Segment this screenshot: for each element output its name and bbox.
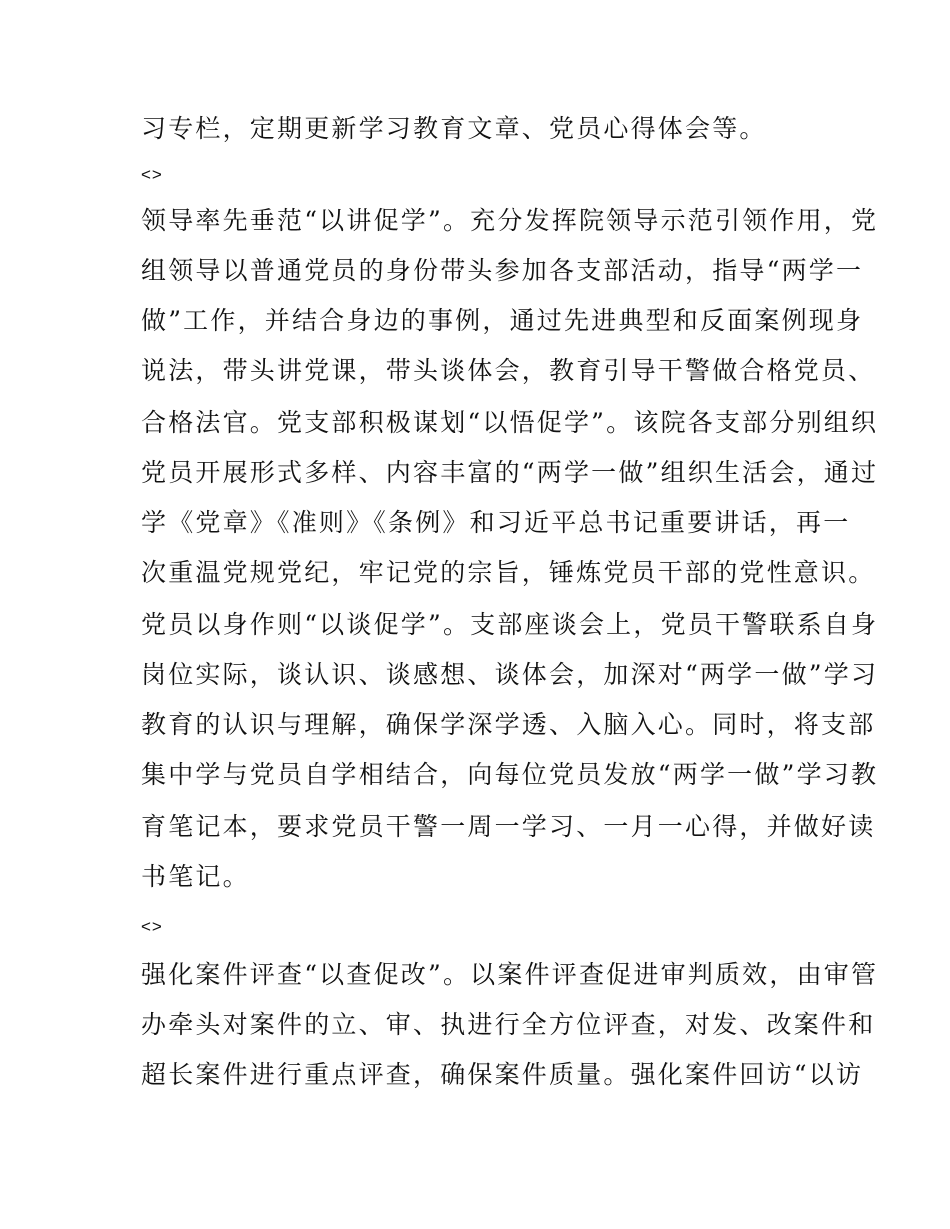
paragraph-line: 习专栏，定期更新学习教育文章、党员心得体会等。	[141, 114, 767, 143]
paragraph-line: 领导率先垂范“以讲促学”。充分发挥院领导示范引领作用，党	[141, 206, 879, 235]
paragraph-line: 强化案件评查“以查促改”。以案件评查促进审判质效，由审管	[141, 960, 879, 989]
paragraph-line: 书笔记。	[141, 862, 250, 891]
paragraph-separator-marker: <>	[141, 917, 163, 936]
paragraph-line: 集中学与党员自学相结合，向每位党员发放“两学一做”学习教	[141, 760, 879, 789]
paragraph-line: 办牵头对案件的立、审、执进行全方位评查，对发、改案件和	[141, 1010, 876, 1039]
paragraph-line: 次重温党规党纪，牢记党的宗旨，锤炼党员干部的党性意识。	[141, 558, 876, 587]
paragraph-line: 合格法官。党支部积极谋划“以悟促学”。该院各支部分别组织	[141, 408, 879, 437]
paragraph-line: 教育的认识与理解，确保学深学透、入脑入心。同时，将支部	[141, 710, 876, 739]
paragraph-line: 育笔记本，要求党员干警一周一学习、一月一心得，并做好读	[141, 812, 876, 841]
paragraph-separator-marker: <>	[141, 165, 163, 184]
paragraph-line: 组领导以普通党员的身份带头参加各支部活动，指导“两学一	[141, 256, 864, 285]
paragraph-line: 党员开展形式多样、内容丰富的“两学一做”组织生活会，通过	[141, 458, 879, 487]
paragraph-line: 岗位实际，谈认识、谈感想、谈体会，加深对“两学一做”学习	[141, 660, 879, 689]
paragraph-line: 做”工作，并结合身边的事例，通过先进典型和反面案例现身	[141, 306, 864, 335]
paragraph-line: 学《党章》《准则》《条例》和习近平总书记重要讲话，再一	[141, 508, 851, 537]
paragraph-line: 党员以身作则“以谈促学”。支部座谈会上，党员干警联系自身	[141, 610, 879, 639]
paragraph-line: 超长案件进行重点评查，确保案件质量。强化案件回访“以访	[141, 1060, 864, 1089]
paragraph-line: 说法，带头讲党课，带头谈体会，教育引导干警做合格党员、	[141, 356, 876, 385]
